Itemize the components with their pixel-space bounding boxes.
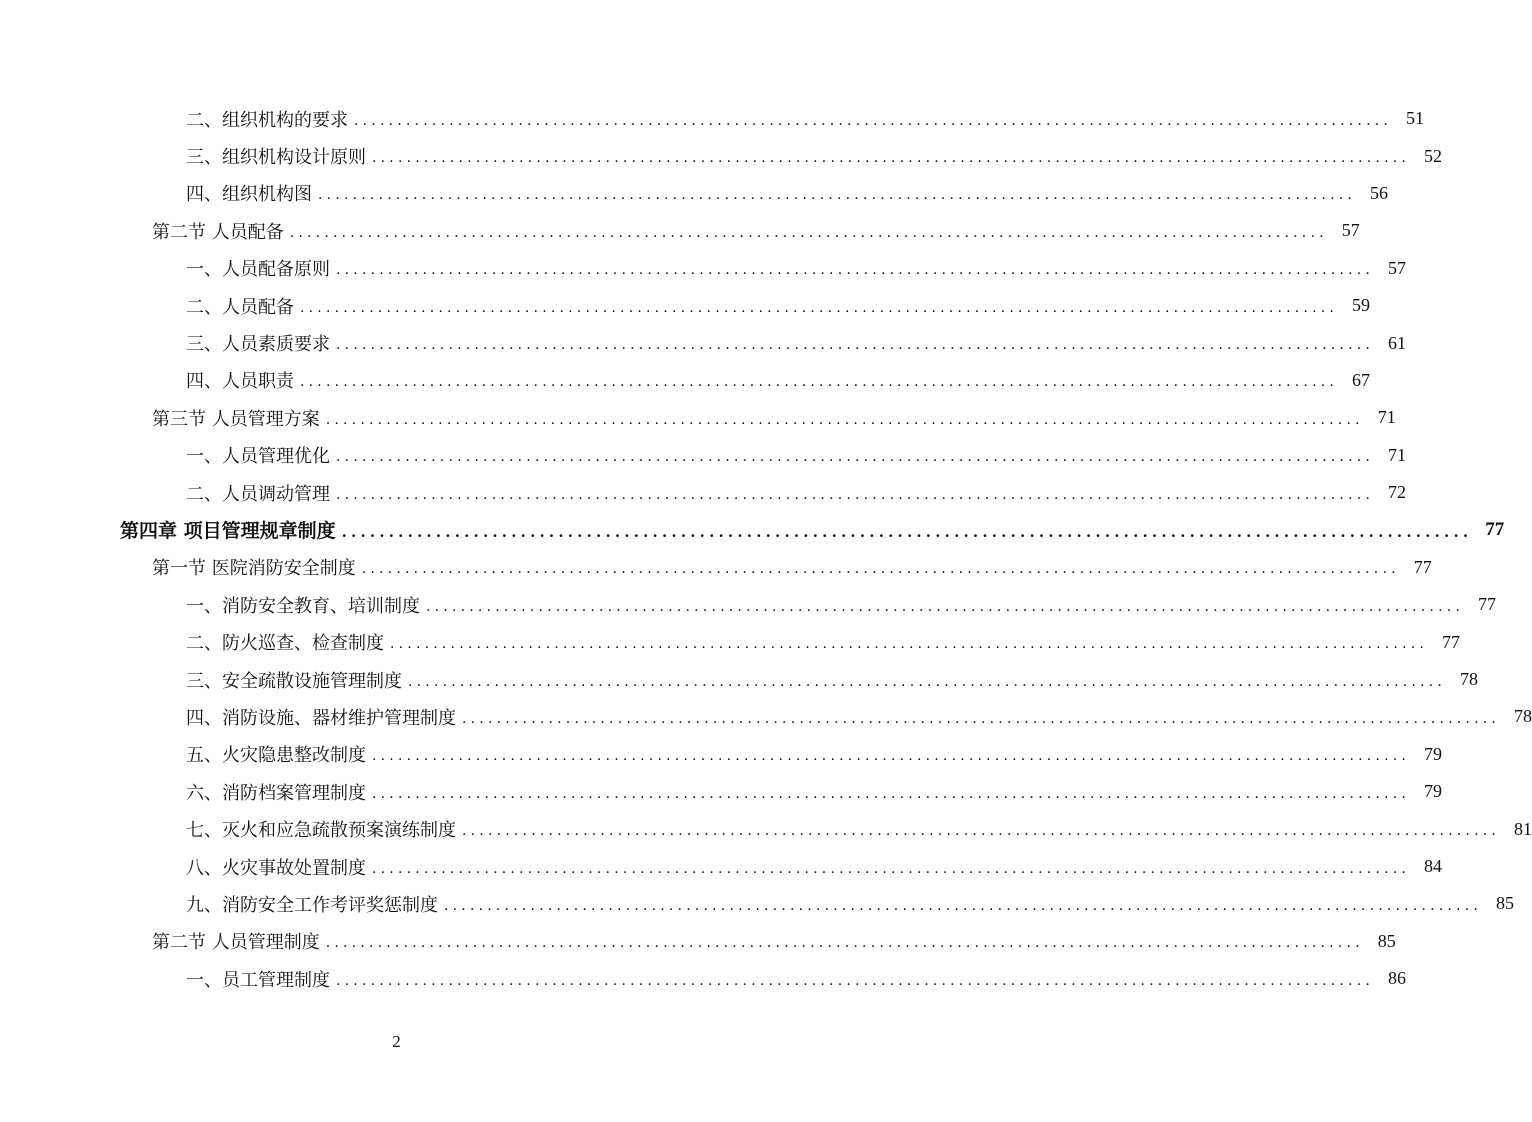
toc-entry[interactable]: [0, 100, 1425, 137]
toc-dot-leader: ........................................................................................................................: [341, 522, 1473, 541]
toc-entry-page: 78: [1460, 669, 1479, 690]
toc-entry[interactable]: [0, 773, 1443, 810]
toc-entry-page: 77: [1413, 556, 1432, 577]
toc-entry-page: 51: [1406, 108, 1425, 129]
toc-entry-page: 67: [1352, 369, 1371, 390]
toc-entry-page: 77: [1485, 518, 1505, 540]
toc-entry[interactable]: [0, 137, 1443, 174]
toc-dot-leader: ........................................................................................................................: [361, 561, 1400, 578]
toc-entry-page: 52: [1424, 145, 1443, 166]
toc-entry-title: 第一节 医院消防安全制度: [152, 558, 356, 580]
toc-entry[interactable]: [0, 623, 1461, 660]
toc-dot-leader: ........................................................................................................................: [325, 411, 1364, 428]
toc-entry-page: 59: [1352, 295, 1371, 316]
toc-entry-page: 56: [1370, 182, 1389, 203]
toc-dot-leader: ........................................................................................................................: [444, 897, 1483, 914]
toc-dot-leader: ........................................................................................................................: [300, 299, 1339, 316]
toc-dot-leader: ........................................................................................................................: [336, 262, 1375, 279]
toc-entry-page: 72: [1388, 482, 1407, 503]
toc-entry-page: 85: [1377, 930, 1396, 951]
toc-entry-title: 一、员工管理制度: [186, 969, 330, 991]
toc-entry-title: 九、消防安全工作考评奖惩制度: [186, 894, 438, 916]
toc-entry-title: 二、人员调动管理: [186, 483, 330, 505]
toc-entry[interactable]: [0, 736, 1443, 773]
toc-entry-page: 71: [1388, 444, 1407, 465]
toc-entry-title: 五、火灾隐患整改制度: [186, 745, 366, 767]
toc-entry[interactable]: [0, 511, 1505, 548]
toc-dot-leader: ........................................................................................................................: [372, 150, 1411, 167]
toc-entry-page: 57: [1341, 220, 1360, 241]
toc-dot-leader: ........................................................................................................................: [354, 112, 1393, 129]
toc-entry[interactable]: [0, 848, 1443, 885]
toc-entry-title: 二、人员配备: [186, 296, 294, 318]
toc-entry[interactable]: [0, 960, 1407, 997]
toc-dot-leader: ........................................................................................................................: [336, 337, 1375, 354]
toc-entry-title: 第三节 人员管理方案: [152, 408, 320, 430]
toc-entry-page: 86: [1388, 968, 1407, 989]
toc-entry-page: 57: [1388, 257, 1407, 278]
toc-dot-leader: ........................................................................................................................: [289, 224, 1328, 241]
toc-dot-leader: ........................................................................................................................: [336, 486, 1375, 503]
toc-entry-title: 四、消防设施、器材维护管理制度: [186, 707, 456, 729]
toc-dot-leader: ........................................................................................................................: [300, 374, 1339, 391]
toc-entry[interactable]: [0, 923, 1396, 960]
toc-dot-leader: ........................................................................................................................: [372, 860, 1411, 877]
toc-entry[interactable]: [0, 437, 1407, 474]
toc-entry[interactable]: [0, 549, 1432, 586]
toc-entry[interactable]: [0, 324, 1407, 361]
toc-entry-title: 三、安全疏散设施管理制度: [186, 670, 402, 692]
toc-dot-leader: ........................................................................................................................: [462, 710, 1501, 727]
toc-dot-leader: ........................................................................................................................: [408, 673, 1447, 690]
toc-entry-title: 第二节 人员配备: [152, 221, 284, 243]
toc-entry[interactable]: [0, 810, 1532, 847]
toc-entry-title: 二、组织机构的要求: [186, 109, 348, 131]
toc-dot-leader: ........................................................................................................................: [390, 636, 1429, 653]
toc-entry[interactable]: [0, 661, 1479, 698]
toc-entry-page: 79: [1424, 781, 1443, 802]
toc-entry-title: 八、火灾事故处置制度: [186, 857, 366, 879]
toc-dot-leader: ........................................................................................................................: [318, 187, 1357, 204]
toc-entry-title: 四、人员职责: [186, 371, 294, 393]
toc-entry-title: 一、人员管理优化: [186, 446, 330, 468]
toc-entry-title: 四、组织机构图: [186, 184, 312, 206]
page-number: 2: [392, 1032, 401, 1051]
toc-entry-title: 三、人员素质要求: [186, 334, 330, 356]
toc-dot-leader: ........................................................................................................................: [372, 785, 1411, 802]
toc-entry[interactable]: [0, 212, 1360, 249]
toc-entry-page: 71: [1377, 407, 1396, 428]
toc-entry-title: 第四章 项目管理规章制度: [120, 520, 336, 543]
toc-entry-page: 61: [1388, 332, 1407, 353]
toc-dot-leader: ........................................................................................................................: [462, 823, 1501, 840]
toc-entry[interactable]: [0, 698, 1532, 735]
toc-entry[interactable]: [0, 175, 1389, 212]
toc-entry[interactable]: [0, 885, 1515, 922]
toc-entry-title: 七、灭火和应急疏散预案演练制度: [186, 820, 456, 842]
toc-dot-leader: ........................................................................................................................: [336, 972, 1375, 989]
toc-entry-page: 78: [1514, 706, 1532, 727]
toc-dot-leader: ........................................................................................................................: [426, 598, 1465, 615]
toc-entry[interactable]: [0, 474, 1407, 511]
toc-entry-title: 二、防火巡查、检查制度: [186, 633, 384, 655]
toc-entry-page: 77: [1478, 594, 1497, 615]
toc-entry-page: 77: [1442, 631, 1461, 652]
toc-entry-page: 85: [1496, 893, 1515, 914]
toc-entry[interactable]: [0, 586, 1497, 623]
toc-entry-page: 84: [1424, 856, 1443, 876]
toc-entry-title: 三、组织机构设计原则: [186, 147, 366, 169]
toc-entry[interactable]: [0, 250, 1407, 287]
toc-dot-leader: ........................................................................................................................: [372, 748, 1411, 765]
toc-entry[interactable]: [0, 287, 1371, 324]
toc-entry-title: 一、消防安全教育、培训制度: [186, 595, 420, 617]
toc-entry[interactable]: [0, 399, 1396, 436]
toc-entry-title: 一、人员配备原则: [186, 259, 330, 281]
table-of-contents: [0, 100, 1532, 997]
toc-entry[interactable]: [0, 362, 1371, 399]
toc-dot-leader: ........................................................................................................................: [336, 449, 1375, 466]
toc-dot-leader: ........................................................................................................................: [325, 935, 1364, 952]
toc-entry-page: 79: [1424, 743, 1443, 764]
toc-entry-title: 第二节 人员管理制度: [152, 932, 320, 954]
toc-entry-page: 81: [1514, 818, 1532, 839]
toc-entry-title: 六、消防档案管理制度: [186, 782, 366, 804]
